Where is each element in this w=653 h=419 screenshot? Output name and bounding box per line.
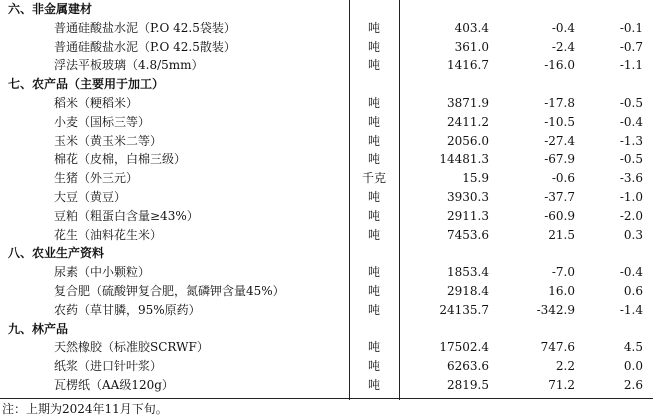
percent-change-cell: 0.0	[623, 359, 643, 374]
section-title: 六、非金属建材	[8, 2, 93, 16]
change-cell: -10.5	[544, 114, 575, 129]
price-cell: 14481.3	[439, 152, 489, 167]
table-row	[0, 150, 653, 169]
product-name: 稻米（粳稻米）	[54, 95, 139, 110]
price-cell: 7453.6	[447, 227, 489, 242]
table-row	[0, 376, 653, 395]
table-row	[0, 282, 653, 301]
unit-cell: 吨	[367, 20, 380, 35]
price-cell: 361.0	[454, 39, 489, 54]
table-row	[0, 188, 653, 207]
unit-cell: 吨	[367, 133, 380, 148]
table-row	[0, 338, 653, 357]
change-cell: 2.2	[555, 359, 575, 374]
unit-cell: 吨	[367, 302, 380, 317]
percent-change-cell: -2.0	[619, 208, 643, 223]
section-header-row	[0, 75, 653, 94]
table-row	[0, 301, 653, 320]
change-cell: -7.0	[551, 265, 575, 280]
price-cell: 6263.6	[447, 359, 489, 374]
change-cell: 71.2	[548, 377, 575, 392]
price-cell: 1416.7	[447, 58, 489, 73]
price-cell: 24135.7	[439, 302, 489, 317]
product-name: 浮法平板玻璃（4.8/5mm）	[54, 58, 204, 73]
percent-change-cell: -0.7	[619, 39, 643, 54]
product-name: 普通硅酸盐水泥（P.O 42.5散装）	[54, 39, 236, 54]
change-cell: -0.4	[551, 20, 575, 35]
product-name: 棉花（皮棉，白棉三级）	[54, 152, 187, 167]
product-name: 纸浆（进口针叶浆）	[54, 359, 163, 374]
unit-cell: 吨	[367, 227, 380, 242]
change-cell: 747.6	[540, 340, 575, 355]
table-row	[0, 19, 653, 38]
unit-cell: 吨	[367, 114, 380, 129]
table-row	[0, 132, 653, 151]
change-cell: -37.7	[544, 189, 575, 204]
unit-cell: 吨	[367, 208, 380, 223]
section-header-row	[0, 244, 653, 263]
product-name: 花生（油料花生米）	[54, 227, 163, 242]
price-cell: 2918.4	[447, 283, 489, 298]
unit-cell: 吨	[367, 340, 380, 355]
price-cell: 1853.4	[447, 265, 489, 280]
percent-change-cell: -1.0	[619, 189, 643, 204]
section-header-row	[0, 0, 653, 19]
percent-change-cell: -1.4	[619, 302, 643, 317]
unit-cell: 吨	[367, 265, 380, 280]
price-cell: 2411.2	[447, 114, 489, 129]
change-cell: -17.8	[544, 95, 575, 110]
percent-change-cell: -0.1	[619, 20, 643, 35]
percent-change-cell: -0.5	[619, 95, 643, 110]
product-name: 大豆（黄豆）	[54, 189, 127, 204]
percent-change-cell: -1.3	[619, 133, 643, 148]
change-cell: 16.0	[548, 283, 575, 298]
change-cell: -16.0	[544, 58, 575, 73]
table-row	[0, 38, 653, 57]
table-bottom-border	[0, 398, 653, 399]
percent-change-cell: -0.4	[619, 265, 643, 280]
product-name: 玉米（黄玉米二等）	[54, 133, 163, 148]
table-row	[0, 207, 653, 226]
product-name: 小麦（国标三等）	[54, 114, 151, 129]
change-cell: -0.6	[551, 171, 575, 186]
percent-change-cell: 2.6	[623, 377, 643, 392]
product-name: 尿素（中小颗粒）	[54, 265, 151, 280]
unit-cell: 吨	[367, 189, 380, 204]
product-name: 生猪（外三元）	[54, 171, 139, 186]
change-cell: -60.9	[544, 208, 575, 223]
table-row	[0, 56, 653, 75]
unit-cell: 吨	[367, 39, 380, 54]
unit-cell: 吨	[367, 58, 380, 73]
section-title: 八、农业生产资料	[8, 246, 105, 261]
price-cell: 3930.3	[447, 189, 489, 204]
price-cell: 2911.3	[447, 208, 489, 223]
unit-cell: 吨	[367, 283, 380, 298]
footnote: 注：上期为2024年11月下旬。	[2, 402, 168, 416]
percent-change-cell: -3.6	[619, 171, 643, 186]
change-cell: -342.9	[536, 302, 575, 317]
unit-cell: 吨	[367, 377, 380, 392]
section-header-row	[0, 320, 653, 339]
percent-change-cell: 0.6	[623, 283, 643, 298]
percent-change-cell: -0.5	[619, 152, 643, 167]
unit-cell: 千克	[361, 171, 386, 186]
change-cell: -2.4	[551, 39, 575, 54]
percent-change-cell: -1.1	[619, 58, 643, 73]
section-title: 九、林产品	[8, 321, 69, 336]
product-name: 农药（草甘膦，95%原药）	[54, 302, 201, 317]
product-name: 豆粕（粗蛋白含量≥43%）	[54, 208, 199, 223]
unit-cell: 吨	[367, 95, 380, 110]
percent-change-cell: 4.5	[623, 340, 643, 355]
price-cell: 15.9	[462, 171, 489, 186]
product-name: 普通硅酸盐水泥（P.O 42.5袋装）	[54, 20, 236, 35]
table-row	[0, 226, 653, 245]
table-row	[0, 94, 653, 113]
change-cell: -27.4	[544, 133, 575, 148]
price-cell: 3871.9	[447, 95, 489, 110]
change-cell: 21.5	[548, 227, 575, 242]
product-name: 复合肥（硫酸钾复合肥，氮磷钾含量45%）	[54, 283, 285, 298]
product-name: 瓦楞纸（AA级120g）	[54, 377, 174, 392]
table-row	[0, 113, 653, 132]
table-row	[0, 263, 653, 282]
percent-change-cell: 0.3	[623, 227, 643, 242]
unit-cell: 吨	[367, 152, 380, 167]
price-cell: 2056.0	[447, 133, 489, 148]
unit-cell: 吨	[367, 359, 380, 374]
price-cell: 17502.4	[439, 340, 489, 355]
product-name: 天然橡胶（标准胶SCRWF）	[54, 340, 209, 355]
table-row	[0, 357, 653, 376]
price-cell: 2819.5	[447, 377, 489, 392]
section-title: 七、农产品（主要用于加工）	[8, 77, 165, 92]
change-cell: -67.9	[544, 152, 575, 167]
price-cell: 403.4	[454, 20, 489, 35]
percent-change-cell: -0.4	[619, 114, 643, 129]
table-row	[0, 169, 653, 188]
